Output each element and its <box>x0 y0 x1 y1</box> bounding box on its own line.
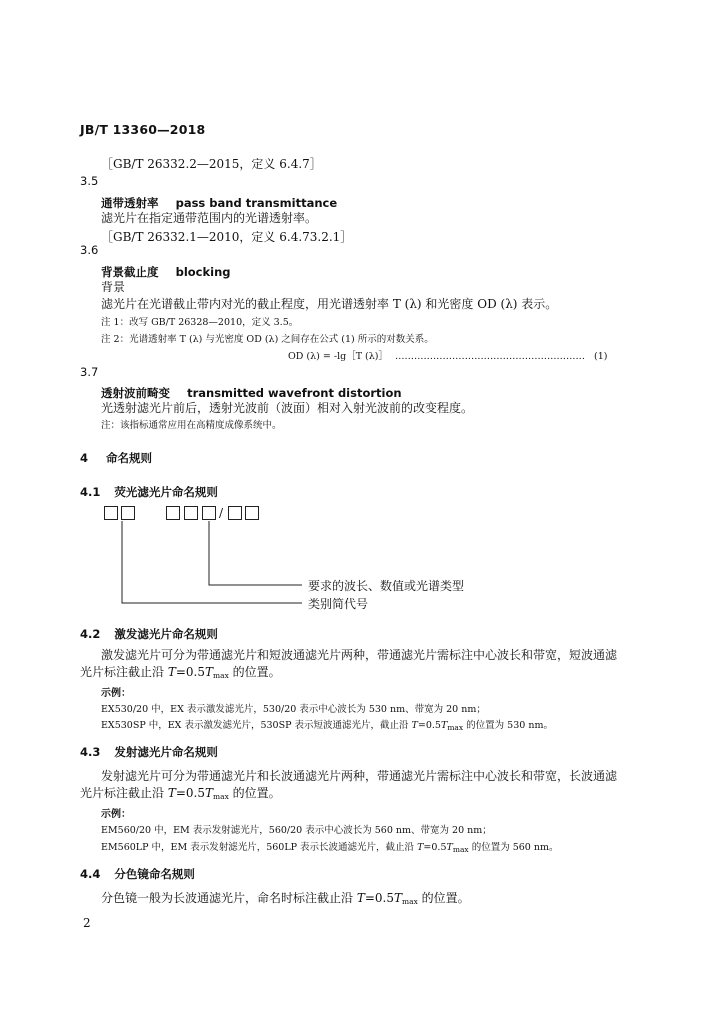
clause-3-5-number: 3.5 <box>80 174 99 188</box>
clause-title: 激发滤光片命名规则 <box>114 627 218 641</box>
text-run: 分色镜一般为长波通滤光片，命名时标注截止沿 <box>101 891 357 905</box>
example-4-2-line-1: EX530/20 中，EX 表示激发滤光片，530/20 表示中心波长为 530 nm、带宽为 20 nm； <box>101 704 486 715</box>
example-4-3-line-2 <box>101 839 559 854</box>
definition-3-6: 滤光片在光谱截止带内对光的截止程度，用光谱透射率 T (λ) 和光密度 OD (λ) 表示。 <box>101 297 558 311</box>
symbol-t: T <box>167 786 176 800</box>
symbol-t: T <box>356 891 365 905</box>
text-run: =0.5 <box>175 786 205 800</box>
leader-line-wavelength <box>209 521 302 585</box>
text-run: EX530SP 中，EX 表示激发滤光片，530SP 表示短波通滤光片，截止沿 <box>101 720 412 731</box>
subscript-max: max <box>447 723 464 732</box>
term-en: transmitted wavefront distortion <box>187 386 402 400</box>
symbol-t: T <box>204 665 213 679</box>
note-3-7: 注：该指标通常应用在高精度成像系统中。 <box>101 420 282 431</box>
clause-number: 4.4 <box>80 867 101 881</box>
example-label-4-2: 示例： <box>101 688 131 699</box>
symbol-t: T <box>446 842 453 853</box>
leader-line-category <box>122 521 302 603</box>
clause-3-6-number: 3.6 <box>80 243 99 257</box>
text-run: 的位置。 <box>417 891 470 905</box>
text-run: =0.5 <box>364 891 394 905</box>
ref-3-5: ［GB/T 26332.1—2010，定义 6.4.73.2.1］ <box>101 230 353 244</box>
clause-number: 4.2 <box>80 627 101 641</box>
para-4-2-line-2 <box>80 663 281 680</box>
term-cn: 透射波前畸变 <box>101 386 170 400</box>
ref-3-4: ［GB/T 26332.2—2015，定义 6.4.7］ <box>101 157 322 171</box>
para-4-3-line-2 <box>80 784 281 801</box>
text-run: EM560LP 中，EM 表示发射滤光片，560LP 表示长波通滤光片，截止沿 <box>101 842 418 853</box>
note-2-3-6: 注 2：光谱透射率 T (λ) 与光密度 OD (λ) 之间存在公式 (1) 所示的对数关系。 <box>101 334 434 345</box>
para-4-4 <box>101 889 470 906</box>
subscript-max: max <box>213 671 229 680</box>
symbol-t: T <box>417 842 424 853</box>
symbol-t: T <box>204 786 213 800</box>
diagram-label-category: 类别简代号 <box>308 597 369 611</box>
formula-leader: …………………………………………………… <box>395 351 586 362</box>
example-4-3-line-1: EM560/20 中，EM 表示发射滤光片，560/20 表示中心波长为 560 nm、带宽为 20 nm； <box>101 825 492 836</box>
text-run: =0.5 <box>175 665 205 679</box>
page-number: 2 <box>83 916 91 930</box>
symbol-t: T <box>440 720 448 731</box>
definition-3-7: 光透射滤光片前后，透射光波前（波面）相对入射光波前的改变程度。 <box>101 401 474 415</box>
subscript-max: max <box>452 845 469 854</box>
chapter-number: 4 <box>80 451 89 465</box>
symbol-t: T <box>411 720 418 731</box>
term-cn: 通带透射率 <box>101 196 159 210</box>
text-run: 的位置。 <box>228 665 281 679</box>
clause-title: 发射滤光片命名规则 <box>114 745 218 759</box>
text-run: =0.5 <box>417 720 441 731</box>
term-en: pass band transmittance <box>175 196 338 210</box>
definition-3-5: 滤光片在指定通带范围内的光谱透射率。 <box>101 211 318 225</box>
clause-4-2-heading <box>80 626 218 642</box>
text-run: 的位置。 <box>228 786 281 800</box>
para-4-3-line-1: 发射滤光片可分为带通滤光片和长波通滤光片两种，带通滤光片需标注中心波长和带宽，长波通滤 <box>101 769 618 783</box>
symbol-t: T <box>393 891 402 905</box>
chapter-title: 命名规则 <box>106 451 153 465</box>
example-4-2-line-2 <box>101 717 553 732</box>
clause-4-4-heading <box>80 866 195 882</box>
text-run: 光片标注截止沿 <box>80 786 168 800</box>
note-1-3-6: 注 1：改写 GB/T 26328—2010，定义 3.5。 <box>101 317 299 328</box>
text-run: =0.5 <box>423 842 447 853</box>
term-en: blocking <box>175 265 231 279</box>
example-label-4-3: 示例： <box>101 809 131 820</box>
clause-title: 荧光滤光片命名规则 <box>114 485 218 499</box>
doc-header: JB/T 13360—2018 <box>80 122 206 137</box>
term-cn: 背景截止度 <box>101 265 159 279</box>
clause-number: 4.1 <box>80 485 101 499</box>
symbol-t: T <box>167 665 176 679</box>
subscript-max: max <box>402 897 418 906</box>
text-run: 光片标注截止沿 <box>80 665 168 679</box>
clause-number: 4.3 <box>80 745 101 759</box>
clause-title: 分色镜命名规则 <box>114 867 195 881</box>
formula-number: (1) <box>594 351 608 362</box>
slash-separator: / <box>219 506 224 520</box>
formula-expression: OD (λ) = -lg［T (λ)］ <box>288 351 388 362</box>
text-run: 的位置为 530 nm。 <box>463 720 553 731</box>
text-run: 的位置为 560 nm。 <box>468 842 559 853</box>
subscript-max: max <box>213 792 229 801</box>
para-4-2-line-1: 激发滤光片可分为带通滤光片和短波通滤光片两种，带通滤光片需标注中心波长和带宽，短波通滤 <box>101 648 618 662</box>
diagram-label-wavelength: 要求的波长、数值或光谱类型 <box>308 579 465 593</box>
clause-3-7-number: 3.7 <box>80 365 99 379</box>
clause-4-3-heading <box>80 744 218 760</box>
alt-term-3-6: 背景 <box>101 280 126 294</box>
